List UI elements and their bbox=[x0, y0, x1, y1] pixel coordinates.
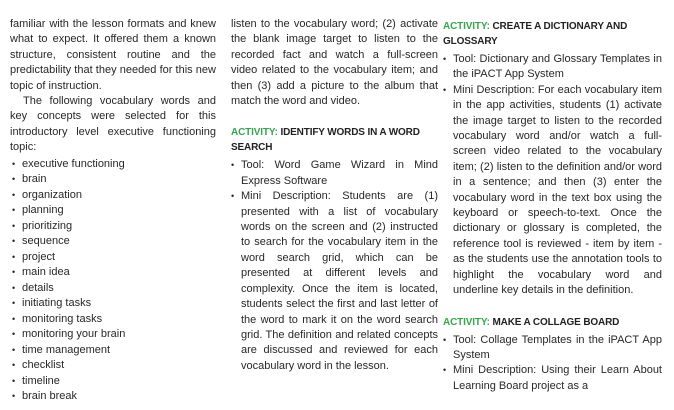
activity-title: CREATE A DICTIONARY AND GLOSSARY bbox=[443, 21, 628, 47]
list-item: • organization bbox=[10, 188, 216, 204]
activity-label: ACTIVITY: bbox=[443, 316, 490, 328]
list-item: • Mini Description: Using their Learn About Learning Board project as a bbox=[443, 363, 662, 394]
list-item: • project bbox=[10, 250, 216, 266]
list-item: • timeline bbox=[10, 374, 216, 390]
list-item: • checklist bbox=[10, 358, 216, 374]
vocabulary-concepts-list bbox=[10, 157, 216, 405]
list-item: • brain bbox=[10, 172, 216, 188]
paragraph-vocabulary-intro: The following vocabulary words and key concepts were selected for this introductory level executive functioning topic: bbox=[10, 95, 216, 154]
activity-heading-word-search bbox=[231, 125, 438, 155]
activity-word-search-details bbox=[231, 158, 438, 374]
list-item: • monitoring tasks bbox=[10, 312, 216, 328]
activity-heading-collage-board bbox=[443, 315, 662, 330]
list-item: • Tool: Collage Templates in the iPACT App System bbox=[443, 333, 662, 364]
list-item: • brain break bbox=[10, 389, 216, 405]
list-item: • details bbox=[10, 281, 216, 297]
activity-title: IDENTIFY WORDS IN A WORD SEARCH bbox=[231, 127, 420, 154]
list-item: • time management bbox=[10, 343, 216, 359]
activity-heading-dictionary-glossary bbox=[443, 19, 662, 49]
list-item: • Tool: Dictionary and Glossary Templates in the iPACT App System bbox=[443, 52, 662, 83]
list-item: • Mini Description: For each vocabulary item in the app activities, students (1) activate the image target to listen to the recorded vocabulary word and/or watch a full-screen video related to the vocabulary item; (2) listen to the definition and/or word in a sentence; and then (3) enter the vocabulary word in the text box using the keyboard or speech-to-text. Once the dictionary or glossary is completed, the reference tool is reviewed - item by item - as the students use the annotation tools to highlight the vocabulary word and underline key details in the definition. bbox=[443, 83, 662, 299]
list-item: • planning bbox=[10, 203, 216, 219]
list-item: • Tool: Word Game Wizard in Mind Express Software bbox=[231, 158, 438, 189]
paragraph-photo-album-steps: listen to the vocabulary word; (2) activate the blank image target to listen to the recorded fact and watch a full-screen video related to the vocabulary item; and then (3) add a picture to the album that match the word and video. bbox=[231, 18, 438, 108]
activity-label: ACTIVITY: bbox=[443, 21, 490, 32]
list-item: • sequence bbox=[10, 234, 216, 250]
list-item: • Mini Description: Students are (1) presented with a list of vocabulary words on the screen and (2) instructed to search for the vocabulary item in the word search grid, which can be presented at different levels and complexity. Once the item is located, students select the first and last letter of the word to mark it on the word search grid. The definition and related concepts are discussed and reviewed for each vocabulary word in the lesson. bbox=[231, 189, 438, 374]
activity-label: ACTIVITY: bbox=[231, 127, 278, 139]
text-column-3 bbox=[443, 17, 662, 394]
list-item: • prioritizing bbox=[10, 219, 216, 235]
activity-collage-details bbox=[443, 333, 662, 395]
list-item: • executive functioning bbox=[10, 157, 216, 173]
activity-dictionary-details bbox=[443, 52, 662, 299]
text-column-1 bbox=[10, 17, 216, 405]
list-item: • main idea bbox=[10, 265, 216, 281]
paragraph-lesson-formats: familiar with the lesson formats and knew what to expect. It offered them a known structure, consistent routine and the predictability that they needed for this new topic of instruction. bbox=[10, 18, 216, 92]
list-item: • initiating tasks bbox=[10, 296, 216, 312]
text-column-2 bbox=[231, 17, 438, 374]
activity-title: MAKE A COLLAGE BOARD bbox=[492, 316, 620, 328]
list-item: • monitoring your brain bbox=[10, 327, 216, 343]
